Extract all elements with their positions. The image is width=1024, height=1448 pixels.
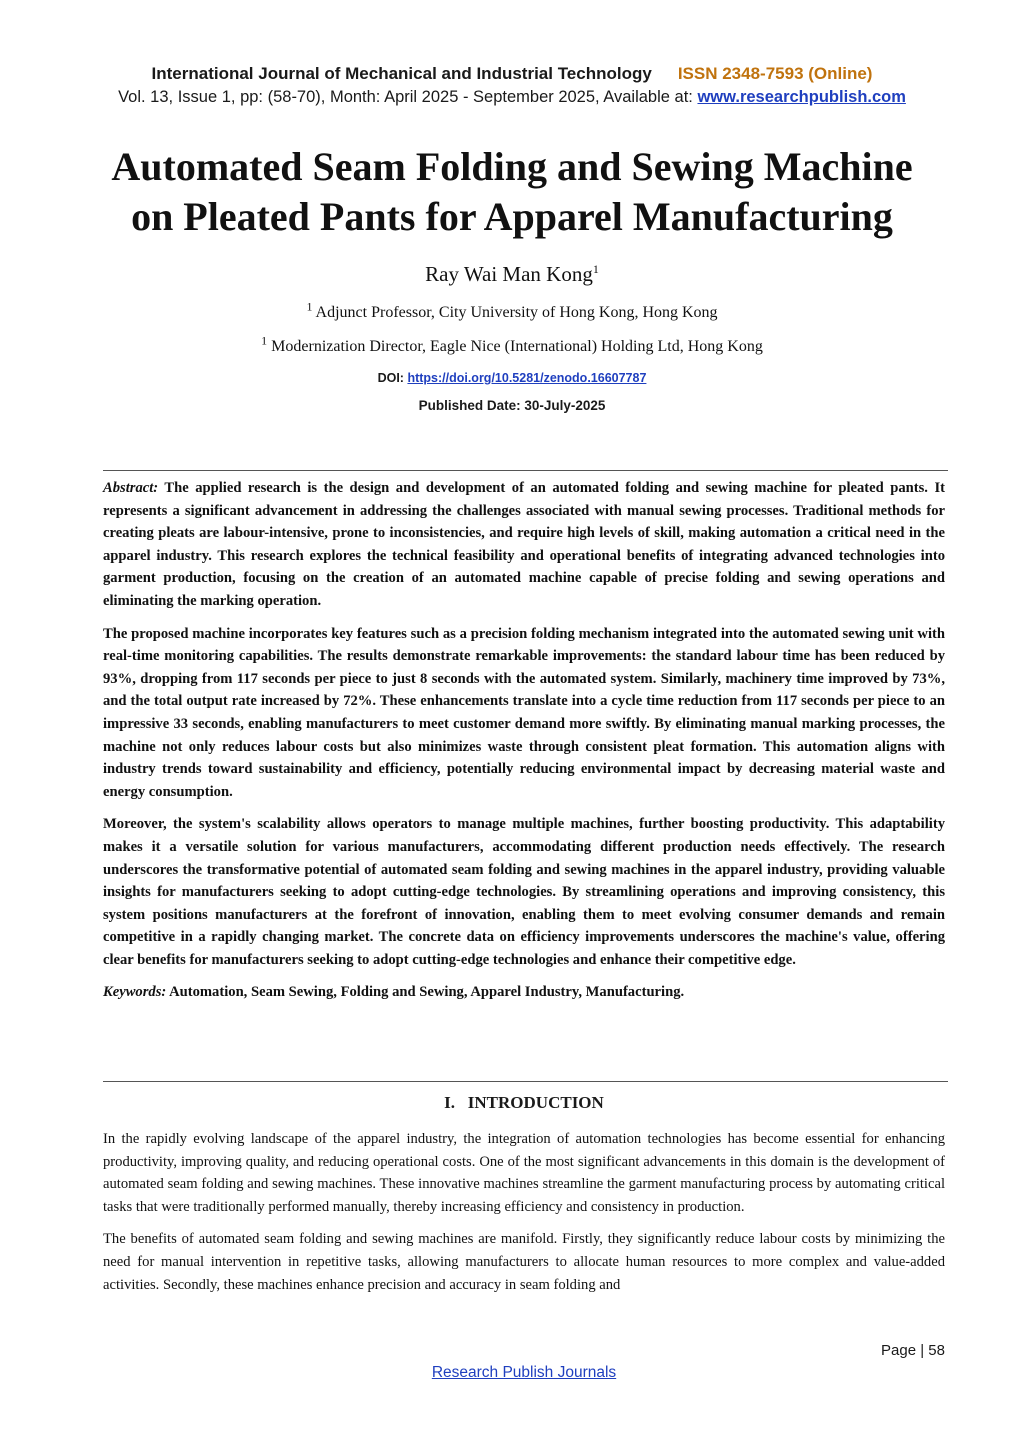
abstract-paragraph-1: [103, 477, 945, 613]
abstract-paragraph-3: Moreover, the system's scalability allows operators to manage multiple machines, further boosting productivity. This adaptability makes it a versatile solution for various manufacturers, accommodating different production needs effectively. The research underscores the transformative potential of automated seam folding and sewing machines in the apparel industry, providing valuable insights for manufacturers seeking to adopt cutting-edge technologies. By streamlining operations and improving consistency, this system positions manufacturers at the forefront of innovation, enabling them to meet evolving consumer demands and remain competitive in a rapidly changing market. The concrete data on efficiency improvements underscores the machine's value, offering clear benefits for manufacturers seeking to adopt cutting-edge technologies and enhance their competitive edge.: [103, 816, 945, 968]
author-name: Ray Wai Man Kong: [425, 262, 593, 286]
paper-title: [60, 142, 964, 242]
title-line-2: on Pleated Pants for Apparel Manufacturing: [131, 194, 893, 239]
doi-line: [0, 371, 1024, 385]
abstract-label: Abstract:: [103, 480, 159, 496]
affiliation-2: [0, 333, 1024, 356]
keywords-line: [103, 981, 945, 1004]
author: [0, 262, 1024, 287]
abstract-block: [103, 477, 945, 1014]
keywords-label: Keywords:: [103, 984, 167, 1001]
affiliation-1-sup: 1: [306, 299, 313, 314]
abstract-p1-text: The applied research is the design and development of an automated folding and sewing machine for pleated pants. It represents a significant advancement in addressing the challenges associated with manual sewing processes. Traditional methods for creating pleats are labour-intensive, prone to inconsistencies, and require high levels of skill, making automation a critical need in the apparel industry. This research explores the technical feasibility and operational benefits of integrating advanced technologies into garment production, focusing on the creation of an automated machine capable of precise folding and sewing operations and eliminating the marking operation.: [103, 480, 945, 609]
doi-label: DOI:: [377, 371, 408, 385]
introduction-paragraph-1: In the rapidly evolving landscape of the apparel industry, the integration of automation technologies has become essential for enhancing productivity, improving quality, and reducing operational costs. One of the most significant advancements in this domain is the development of automated seam folding and sewing machines. These innovative machines streamline the garment manufacturing process by automating critical tasks that were traditionally performed manually, thereby increasing efficiency and consistency in production.: [103, 1131, 945, 1215]
abstract-top-rule: [103, 470, 948, 471]
doi-link[interactable]: https://doi.org/10.5281/zenodo.16607787: [407, 371, 647, 385]
introduction-heading: I. INTRODUCTION: [444, 1093, 604, 1112]
introduction-paragraph-2: The benefits of automated seam folding and sewing machines are manifold. Firstly, they significantly reduce labour costs by minimizing the need for manual intervention in repetitive tasks, allowing manufacturers to allocate human resources to more complex and value-added activities. Secondly, these machines enhance precision and accuracy in seam folding and: [103, 1231, 945, 1293]
volume-line: [0, 88, 1024, 107]
published-date: Published Date: 30-July-2025: [418, 398, 606, 413]
journal-name: International Journal of Mechanical and Industrial Technology: [151, 64, 652, 83]
volume-text: Vol. 13, Issue 1, pp: (58-70), Month: April 2025 - September 2025, Available at:: [118, 88, 698, 106]
abstract-paragraph-2: The proposed machine incorporates key features such as a precision folding mechanism integrated into the automated sewing unit with real-time monitoring capabilities. The results demonstrate remarkable improvements: the standard labour time has been reduced by 93%, dropping from 117 seconds per piece to just 8 seconds with the automated system. Similarly, machinery time improved by 73%, and the total output rate increased by 72%. These enhancements translate into a cycle time reduction from 117 seconds per piece to an impressive 33 seconds, enabling manufacturers to meet customer demand more swiftly. By eliminating manual marking processes, the machine not only reduces labour costs but also minimizes waste through consistent pleat formation. This automation aligns with industry trends toward sustainability and efficiency, potentially reducing environmental impact by decreasing material waste and energy consumption.: [103, 625, 945, 800]
footer: [0, 1364, 1024, 1382]
journal-header: [0, 64, 1024, 84]
affiliation-1: [0, 299, 1024, 322]
keywords-text: Automation, Seam Sewing, Folding and Sewing, Apparel Industry, Manufacturing.: [166, 984, 685, 1001]
abstract-bottom-rule: [103, 1081, 948, 1082]
publisher-link[interactable]: Research Publish Journals: [431, 1364, 617, 1381]
introduction-body: [103, 1128, 945, 1306]
issn-label: ISSN 2348-7593 (Online): [677, 64, 873, 83]
affiliation-1-text: Adjunct Professor, City University of Hong Kong, Hong Kong: [312, 304, 718, 321]
affiliation-2-sup: 1: [261, 333, 268, 348]
affiliation-2-text: Modernization Director, Eagle Nice (International) Holding Ltd, Hong Kong: [267, 338, 763, 355]
title-line-1: Automated Seam Folding and Sewing Machine: [111, 144, 913, 189]
page-number: Page | 58: [881, 1342, 945, 1359]
website-link[interactable]: www.researchpublish.com: [697, 88, 906, 106]
author-sup: 1: [592, 262, 599, 276]
